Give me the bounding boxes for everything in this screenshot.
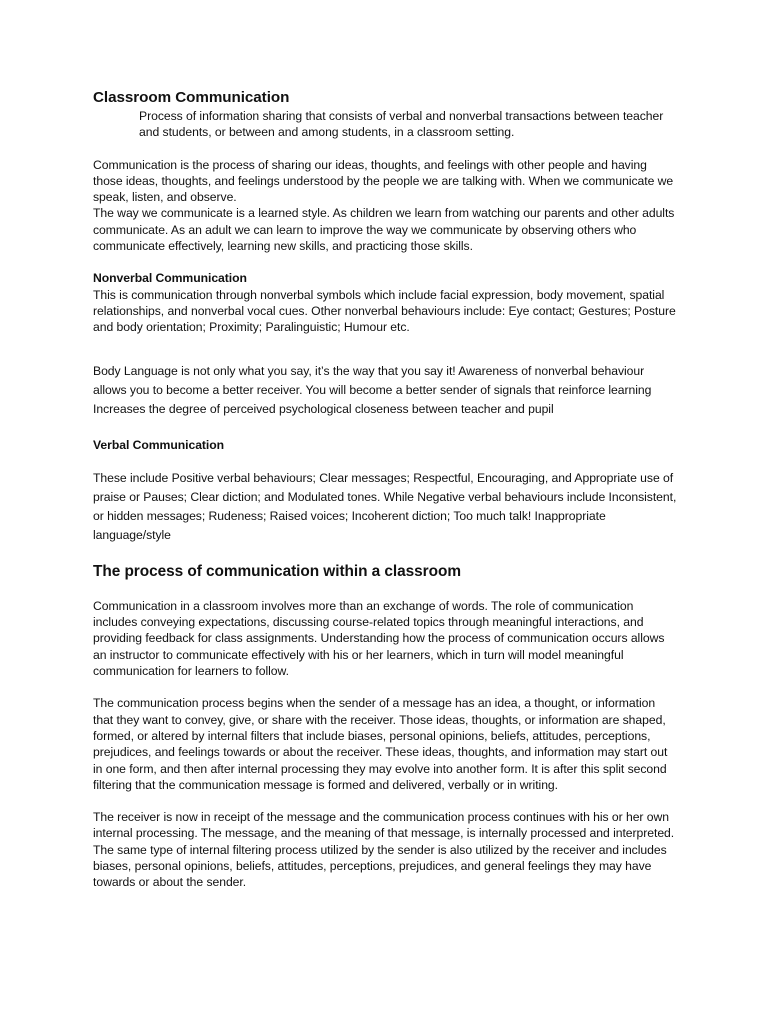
process-paragraph-2: The communication process begins when the sender of a message has an idea, a thought, or information that they want to convey, give, or share with the receiver. Those ideas, thoughts, or information are shaped, formed, or altered by internal filters that include biases, personal opinions, beliefs, attitudes, perceptions, prejudices, and feelings towards or about the receiver. These ideas, thoughts, and information may start out in one form, and then after internal processing they may evolve into another form. It is after this split second filtering that the communication message is formed and delivered, verbally or in writing.: [93, 696, 668, 792]
verbal-paragraph: These include Positive verbal behaviours; Clear messages; Respectful, Encouraging, and Appropriate use of praise or Pauses; Clear diction; and Modulated tones. While Negative verbal behaviours include Inconsistent, or hidden messages; Rudeness; Raised voices; Incoherent diction; Too much talk! Inappropriate language/style: [93, 470, 677, 542]
spacer: [93, 141, 678, 157]
process-paragraph-1: Communication in a classroom involves more than an exchange of words. The role of communication includes conveying expectations, discussing course-related topics through meaningful interactions, and providing feedback for class assignments. Understanding how the process of communication occurs allows an instructor to communicate effectively with his or her learners, which in turn will model meaningful communication for learners to follow.: [93, 598, 665, 679]
process-heading: The process of communication within a classroom: [93, 562, 461, 580]
nonverbal-paragraph: This is communication through nonverbal symbols which include facial expression, body movement, spatial relationships, and nonverbal vocal cues. Other nonverbal behaviours include: Eye contact; Gestures; Posture and body orientation; Proximity; Paralinguistic; Humour etc.: [93, 287, 676, 335]
spacer: [93, 545, 678, 562]
spacer: [93, 793, 678, 809]
spacer: [93, 453, 678, 469]
intro-paragraph-2: The way we communicate is a learned style. As children we learn from watching our parents and other adults communicate. As an adult we can learn to improve the way we communicate by observing others who communicate effectively, learning new skills, and practicing those skills.: [93, 206, 675, 254]
spacer: [93, 679, 678, 695]
nonverbal-heading: Nonverbal Communication: [93, 271, 247, 286]
process-paragraph-3: The receiver is now in receipt of the message and the communication process continues with his or her own internal processing. The message, and the meaning of that message, is internally processed and interpreted. The same type of internal filtering process utilized by the sender is also utilized by the receiver and includes biases, personal opinions, beliefs, attitudes, perceptions, prejudices, and general feelings they may have towards or about the sender.: [93, 810, 675, 890]
intro-paragraph-1: Communication is the process of sharing our ideas, thoughts, and feelings with other people and having those ideas, thoughts, and feelings understood by the people we are talking with. When we communicate we speak, listen, and observe.: [93, 157, 674, 205]
definition-paragraph: Process of information sharing that consists of verbal and nonverbal transactions between teacher and students, or between and among students, in a classroom setting.: [139, 109, 664, 140]
spacer: [93, 419, 678, 437]
verbal-heading: Verbal Communication: [93, 437, 225, 452]
document-page: [93, 88, 678, 891]
page-title: Classroom Communication: [93, 89, 290, 106]
spacer: [93, 336, 678, 362]
spacer: [93, 582, 678, 598]
spacer: [93, 254, 678, 270]
body-language-paragraph: Body Language is not only what you say, it’s the way that you say it! Awareness of nonverbal behaviour allows you to become a better receiver. You will become a better sender of signals that reinforce learning Increases the degree of perceived psychological closeness between teacher and pupil: [93, 363, 652, 416]
